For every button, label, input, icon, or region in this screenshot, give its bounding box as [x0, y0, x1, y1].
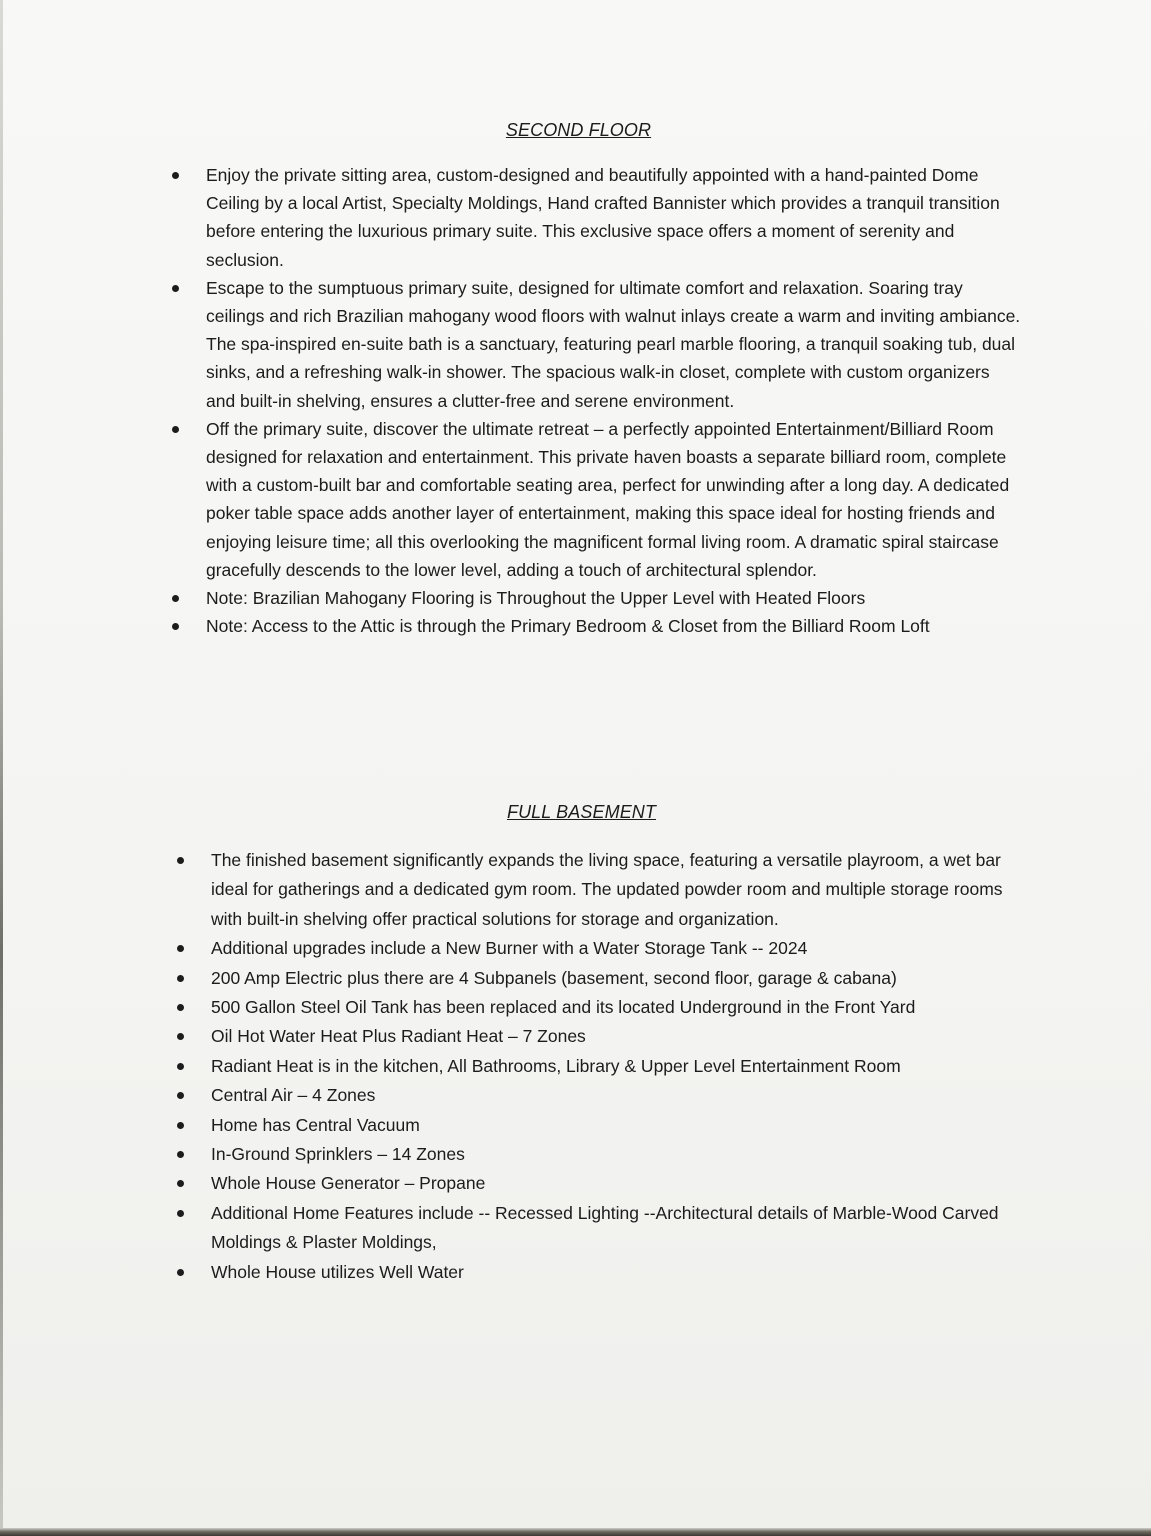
- list-item: [211, 993, 1026, 1022]
- bullet-icon: [177, 945, 184, 952]
- bullet-icon: [177, 857, 184, 864]
- bullet-icon: [177, 1151, 184, 1158]
- list-item-text: Radiant Heat is in the kitchen, All Bathrooms, Library & Upper Level Entertainment Room: [211, 1055, 901, 1076]
- second-floor-list: [206, 161, 1021, 640]
- list-item-text: Additional upgrades include a New Burner with a Water Storage Tank -- 2024: [211, 938, 808, 959]
- bullet-icon: [177, 1092, 184, 1099]
- list-item-text: Enjoy the private sitting area, custom-designed and beautifully appointed with a hand-painted Dome Ceiling by a local Artist, Specialty Moldings, Hand crafted Bannister which provides a tranquil transition before entering the luxurious primary suite. This exclusive space offers a moment of serenity and seclusion.: [206, 165, 1000, 270]
- list-item: [206, 415, 1021, 584]
- bullet-icon: [172, 285, 179, 292]
- bullet-icon: [177, 1033, 184, 1040]
- list-item-text: Oil Hot Water Heat Plus Radiant Heat – 7 Zones: [211, 1026, 586, 1047]
- list-item: [211, 1052, 1026, 1081]
- list-item-text: Whole House Generator – Propane: [211, 1173, 486, 1194]
- list-item-text: 500 Gallon Steel Oil Tank has been replaced and its located Underground in the Front Yard: [211, 997, 916, 1018]
- list-item-text: Note: Brazilian Mahogany Flooring is Throughout the Upper Level with Heated Floors: [206, 588, 866, 609]
- section-title-full-basement: FULL BASEMENT: [506, 802, 656, 822]
- list-item-text: Escape to the sumptuous primary suite, designed for ultimate comfort and relaxation. Soaring tray ceilings and rich Brazilian mahogany wood floors with walnut inlays create a warm and inviting ambiance. The spa-inspired en-suite bath is a sanctuary, featuring pearl marble flooring, a tranquil soaking tub, dual sinks, and a refreshing walk-in shower. The spacious walk-in closet, complete with custom organizers and built-in shelving, ensures a clutter-free and serene environment.: [206, 277, 1021, 411]
- list-item-text: Off the primary suite, discover the ultimate retreat – a perfectly appointed Entertainment/Billiard Room designed for relaxation and entertainment. This private haven boasts a separate billiard room, complete with a custom-built bar and comfortable seating area, perfect for unwinding after a long day. A dedicated poker table space adds another layer of entertainment, making this space ideal for hosting friends and enjoying leisure time; all this overlooking the magnificent formal living room. A dramatic spiral staircase gracefully descends to the lower level, adding a touch of architectural splendor.: [206, 418, 1010, 580]
- page-bottom-edge: [0, 1528, 1151, 1536]
- list-item-text: Whole House utilizes Well Water: [211, 1261, 464, 1282]
- list-item: [211, 964, 1026, 993]
- bullet-icon: [177, 1122, 184, 1129]
- list-item: [206, 274, 1021, 415]
- list-item-text: Home has Central Vacuum: [211, 1114, 420, 1135]
- list-item: [206, 161, 1021, 274]
- bullet-icon: [177, 1180, 184, 1187]
- bullet-icon: [172, 623, 179, 630]
- list-item-text: Central Air – 4 Zones: [211, 1085, 376, 1106]
- bullet-icon: [177, 1004, 184, 1011]
- list-item: [211, 1081, 1026, 1110]
- bullet-icon: [177, 1210, 184, 1217]
- bullet-icon: [172, 595, 179, 602]
- list-item-text: 200 Amp Electric plus there are 4 Subpanels (basement, second floor, garage & cabana): [211, 967, 897, 988]
- section-title-second-floor: SECOND FLOOR: [505, 120, 652, 140]
- list-item: [211, 1140, 1026, 1169]
- list-item: [211, 1169, 1026, 1198]
- list-item: [206, 612, 1021, 640]
- list-item-text: In-Ground Sprinklers – 14 Zones: [211, 1144, 465, 1165]
- bullet-icon: [177, 975, 184, 982]
- bullet-icon: [177, 1269, 184, 1276]
- list-item-text: The finished basement significantly expands the living space, featuring a versatile playroom, a wet bar ideal for gatherings and a dedicated gym room. The updated powder room and multiple storage rooms with built-in shelving offer practical solutions for storage and organization.: [211, 850, 1003, 929]
- bullet-icon: [177, 1063, 184, 1070]
- full-basement-list: [211, 846, 1026, 1287]
- list-item: [206, 584, 1021, 612]
- list-item-text: Note: Access to the Attic is through the Primary Bedroom & Closet from the Billiard Room Loft: [206, 616, 930, 637]
- list-item-text: Additional Home Features include -- Recessed Lighting --Architectural details of Marble-Wood Carved Moldings & Plaster Moldings,: [211, 1202, 999, 1253]
- bullet-icon: [172, 426, 179, 433]
- bullet-icon: [172, 172, 179, 179]
- list-item: [211, 1199, 1026, 1258]
- list-item: [211, 1111, 1026, 1140]
- list-item: [211, 846, 1026, 934]
- list-item: [211, 1258, 1026, 1287]
- list-item: [211, 934, 1026, 963]
- list-item: [211, 1022, 1026, 1051]
